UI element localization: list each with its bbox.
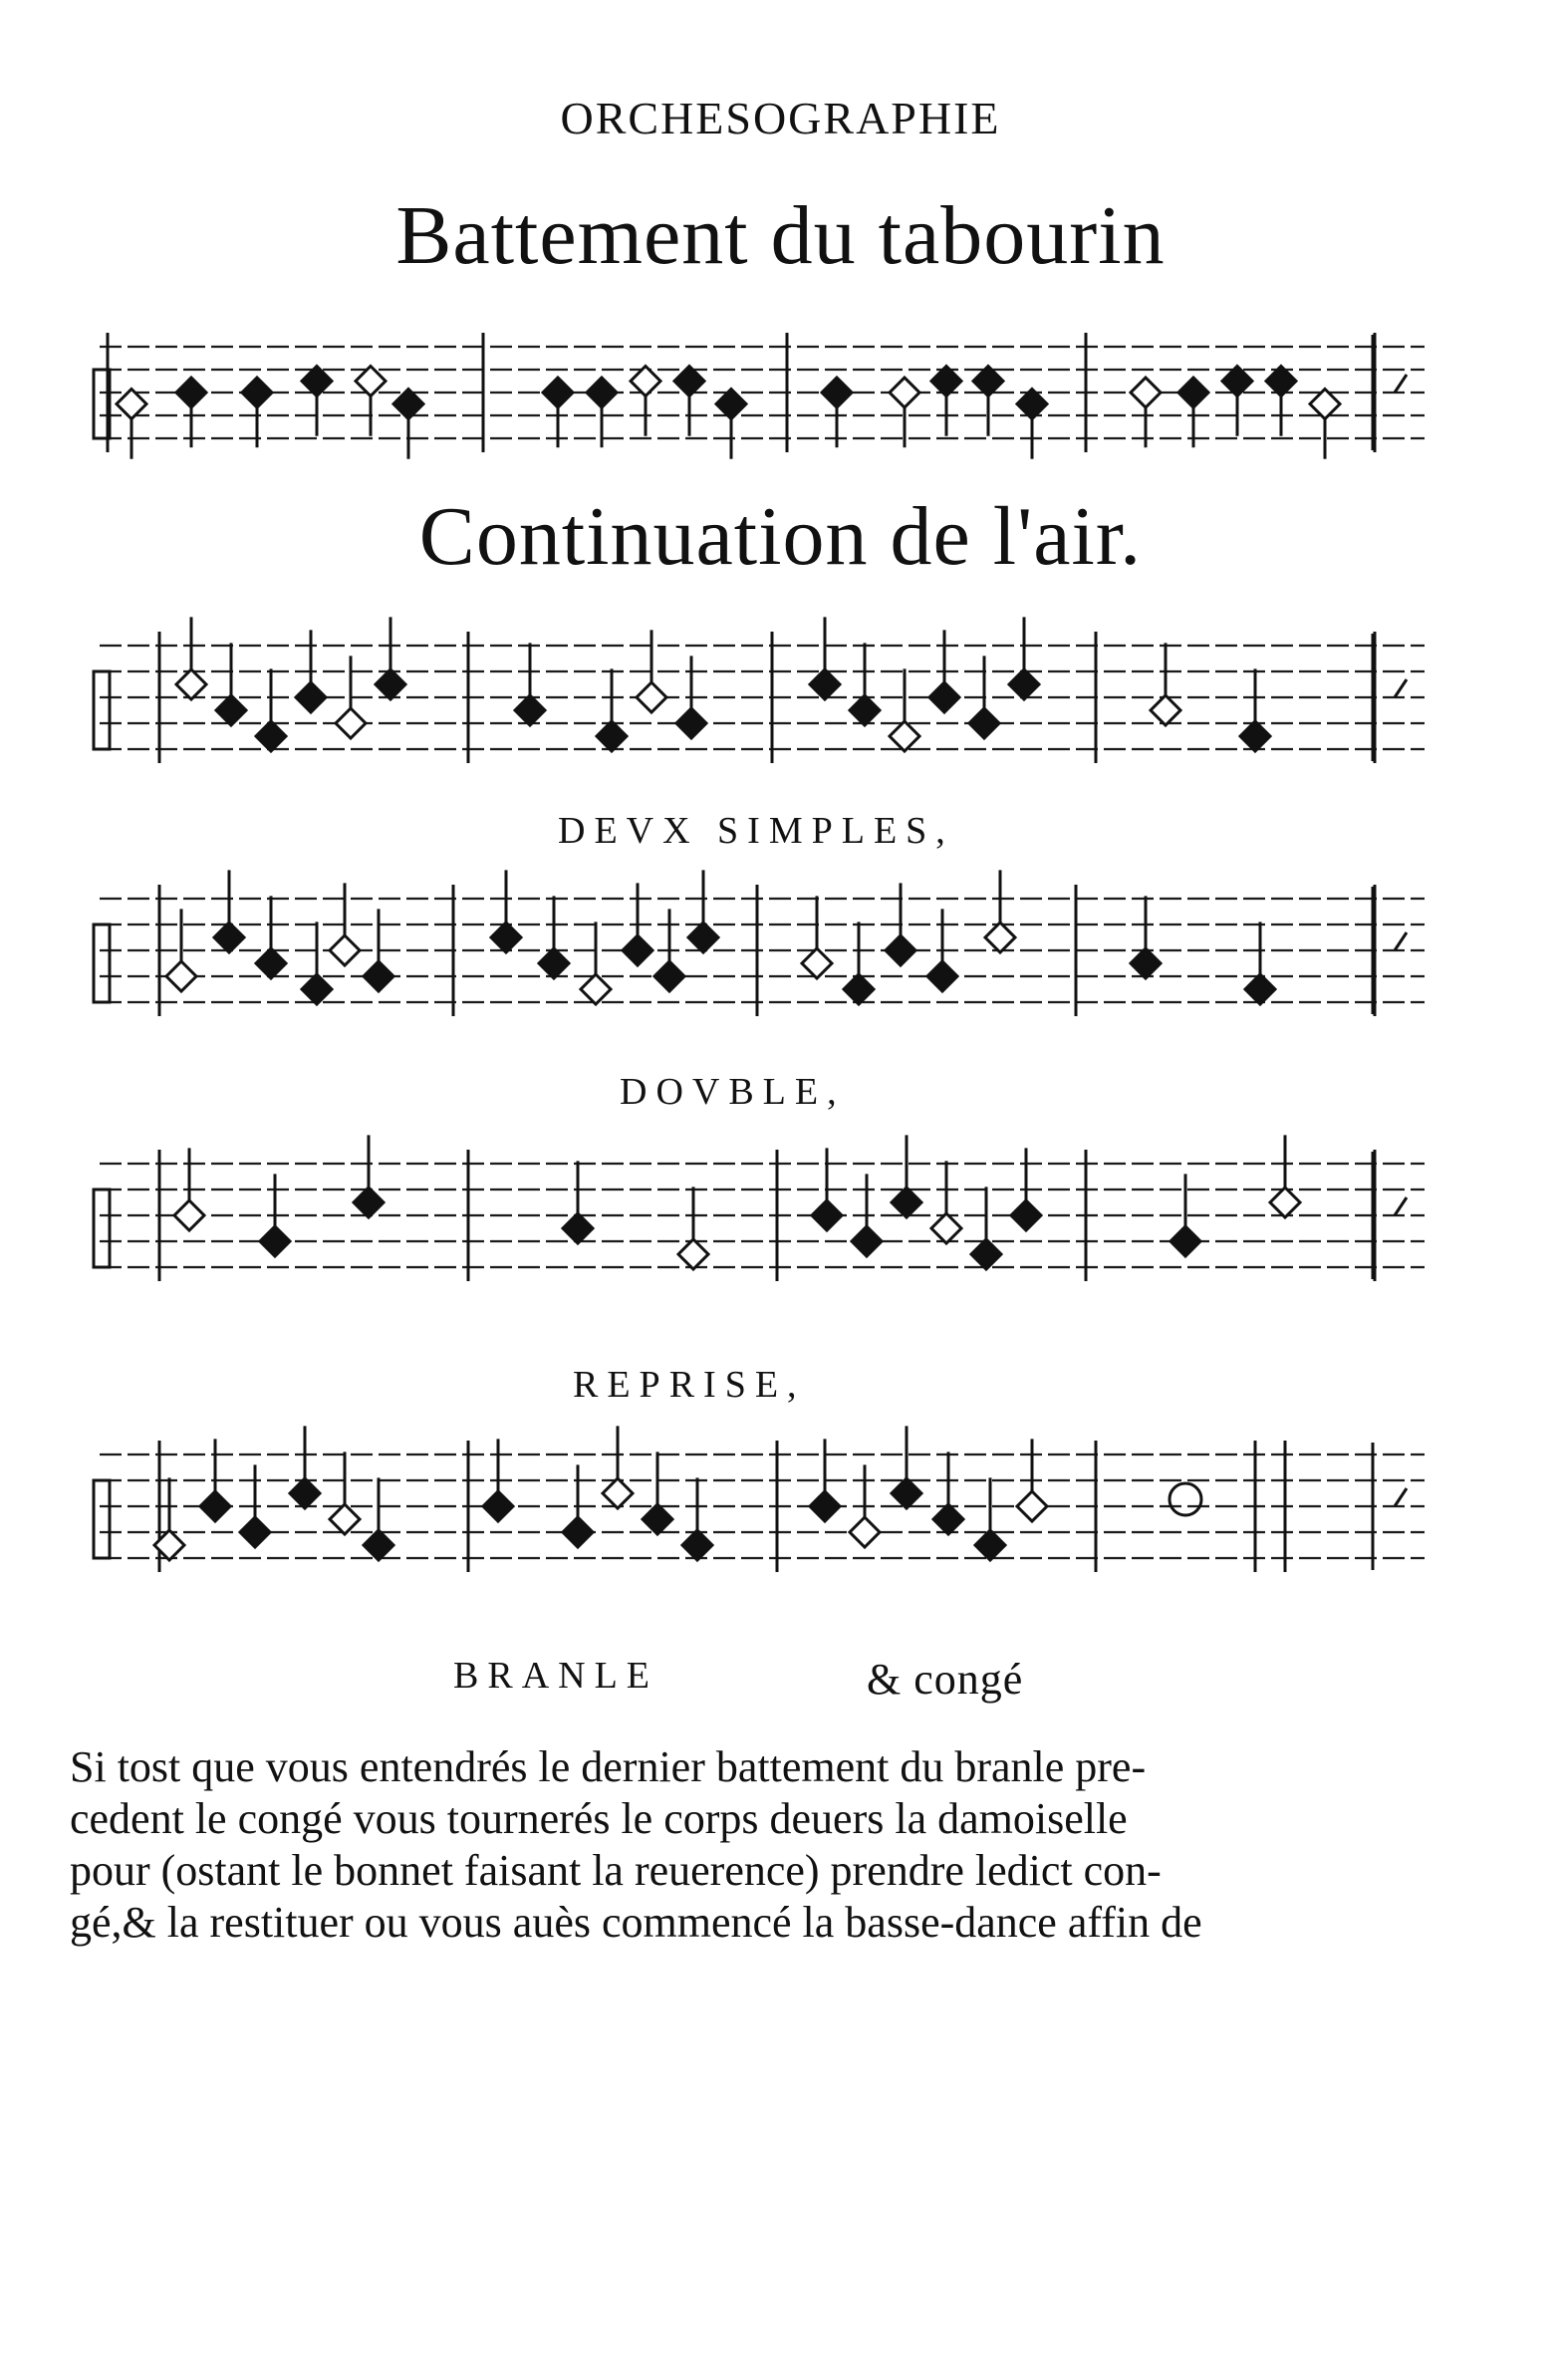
note-head (256, 721, 286, 751)
note-head (971, 1239, 1001, 1269)
note-head (376, 669, 405, 699)
note-head (364, 961, 393, 991)
clef-mark (94, 1190, 110, 1267)
note-head (890, 721, 919, 751)
note-head (581, 974, 611, 1004)
note-head (240, 1517, 270, 1547)
note-head (1011, 1200, 1041, 1230)
note-head (810, 1491, 840, 1521)
note-head (330, 1504, 360, 1534)
note-head (603, 1478, 633, 1508)
note-head (256, 948, 286, 978)
body-line: cedent le congé vous tournerés le corps deuers la damoiselle (70, 1794, 1128, 1843)
note-head (216, 695, 246, 725)
note-head (587, 378, 617, 407)
label-double: DOVBLE, (620, 1071, 846, 1113)
note-head (354, 1188, 384, 1217)
note-head (890, 378, 919, 407)
note-head (1131, 378, 1161, 407)
note-head (364, 1530, 393, 1560)
note-head (563, 1213, 593, 1243)
note-head (296, 682, 326, 712)
note-head (931, 1213, 961, 1243)
note-head (975, 1530, 1005, 1560)
note-head (1151, 695, 1180, 725)
note-head (336, 708, 366, 738)
note-head (1240, 721, 1270, 751)
note-head (678, 1239, 708, 1269)
note-head (933, 1504, 963, 1534)
note-head (810, 669, 840, 699)
note-head (927, 961, 957, 991)
note-head (844, 974, 874, 1004)
note-head (1131, 948, 1161, 978)
body-line: gé,& la restituer ou vous auès commencé la basse-dance affin de (70, 1898, 1202, 1947)
note-head (563, 1517, 593, 1547)
note-head (929, 682, 959, 712)
note-head (200, 1491, 230, 1521)
note-head (822, 378, 852, 407)
note-head (166, 961, 196, 991)
note-head (682, 1530, 712, 1560)
custos-mark (1395, 932, 1407, 950)
note-head (886, 935, 915, 965)
note-head (676, 708, 706, 738)
note-head (969, 708, 999, 738)
note-head (1245, 974, 1275, 1004)
note-head (290, 1478, 320, 1508)
note-head (214, 923, 244, 952)
note-head (688, 923, 718, 952)
label-conge: & congé (867, 1655, 1024, 1704)
note-head (483, 1491, 513, 1521)
note-head (515, 695, 545, 725)
note-head (1171, 1226, 1200, 1256)
note-head (654, 961, 684, 991)
note-head (985, 923, 1015, 952)
title-battement: Battement du tabourin (395, 189, 1166, 282)
body-line: Si tost que vous entendrés le dernier battement du branle pre- (70, 1742, 1147, 1791)
custos-mark (1395, 1488, 1407, 1506)
note-head (812, 1200, 842, 1230)
note-head (539, 948, 569, 978)
note-head (330, 935, 360, 965)
label-branle: BRANLE (453, 1655, 658, 1697)
body-text (70, 1741, 1415, 1949)
note-head (623, 935, 652, 965)
note-head (643, 1504, 672, 1534)
note-head (1017, 1491, 1047, 1521)
note-head (850, 695, 880, 725)
custos-mark (1395, 1197, 1407, 1215)
note-head (637, 682, 666, 712)
note-head (1270, 1188, 1300, 1217)
clef-mark (94, 671, 110, 749)
note-head (302, 974, 332, 1004)
note-head (852, 1226, 882, 1256)
note-head (892, 1478, 921, 1508)
label-deux-simples: DEVX SIMPLES, (558, 810, 954, 852)
note-head (543, 378, 573, 407)
note-head (242, 378, 272, 407)
note-head (850, 1517, 880, 1547)
note-head (174, 1200, 204, 1230)
clef-mark (94, 925, 110, 1002)
note-head (597, 721, 627, 751)
running-head: ORCHESOGRAPHIE (560, 93, 1001, 143)
label-reprise: REPRISE, (573, 1364, 806, 1406)
note-head (260, 1226, 290, 1256)
body-line: pour (ostant le bonnet faisant la reuerence) prendre ledict con- (70, 1846, 1162, 1895)
note-head (892, 1188, 921, 1217)
title-continuation: Continuation de l'air. (418, 490, 1143, 583)
note-head (176, 378, 206, 407)
note-head (491, 923, 521, 952)
custos-mark (1395, 375, 1407, 393)
note-head (176, 669, 206, 699)
note-head (1009, 669, 1039, 699)
custos-mark (1395, 679, 1407, 697)
note-head (1178, 378, 1208, 407)
note-head (802, 948, 832, 978)
clef-mark (94, 1480, 110, 1558)
fermata-mark (1170, 1483, 1201, 1515)
